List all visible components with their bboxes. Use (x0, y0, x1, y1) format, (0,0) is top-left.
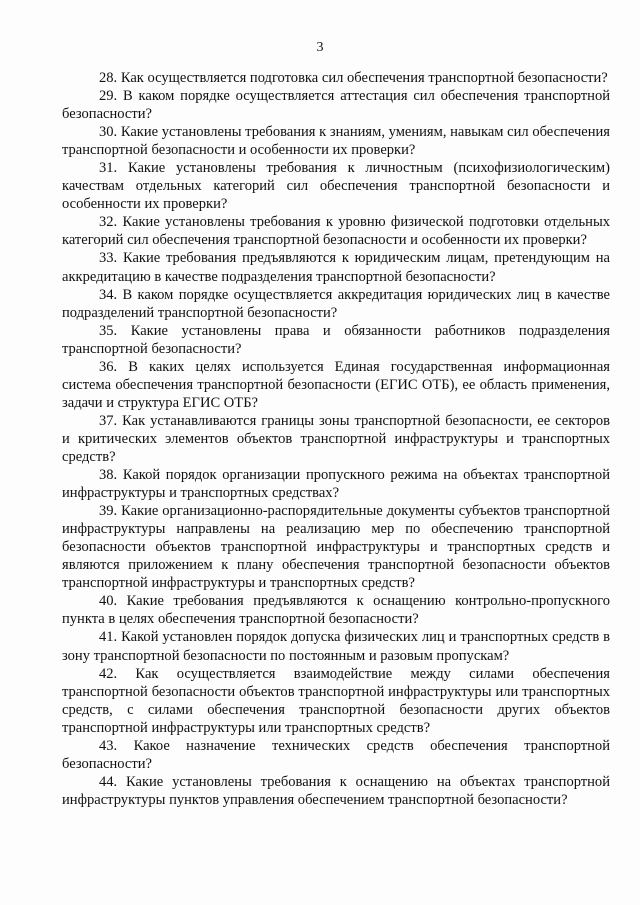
question-44: 44. Какие установлены требования к оснащению на объектах транспортной инфраструктуры пунктов управления обеспечением транспортной безопасности? (62, 773, 610, 808)
question-35: 35. Какие установлены права и обязанности работников подразделения транспортной безопасности? (62, 322, 610, 357)
question-42: 42. Как осуществляется взаимодействие между силами обеспечения транспортной безопасности объектов транспортной инфраструктуры или транспортных средств, с силами обеспечения транспортной безопасности других объектов транспортной инфраструктуры или транспортных средств? (62, 665, 610, 736)
question-43: 43. Какое назначение технических средств обеспечения транспортной безопасности? (62, 737, 610, 772)
question-28: 28. Как осуществляется подготовка сил обеспечения транспортной безопасности? (99, 70, 608, 86)
question-31: 31. Какие установлены требования к личностным (психофизиологическим) качествам отдельных категорий сил обеспечения транспортной безопасности и особенности их проверки? (62, 160, 610, 213)
page-number: 3 (316, 40, 324, 55)
question-36: 36. В каких целях используется Единая государственная информационная система обеспечения транспортной безопасности (ЕГИС ОТБ), ее область применения, задачи и структура ЕГИС ОТБ? (62, 358, 610, 411)
question-33: 33. Какие требования предъявляются к юридическим лицам, претендующим на аккредитацию в качестве подразделения транспортной безопасности? (62, 250, 610, 285)
question-29: 29. В каком порядке осуществляется аттестация сил обеспечения транспортной безопасности? (62, 88, 610, 123)
question-41: 41. Какой установлен порядок допуска физических лиц и транспортных средств в зону транспортной безопасности по постоянным и разовым пропускам? (62, 629, 610, 664)
question-30: 30. Какие установлены требования к знаниям, умениям, навыкам сил обеспечения транспортной безопасности и особенности их проверки? (62, 124, 610, 159)
question-34: 34. В каком порядке осуществляется аккредитация юридических лиц в качестве подразделений транспортной безопасности? (62, 286, 610, 321)
question-list (62, 69, 610, 809)
question-32: 32. Какие установлены требования к уровню физической подготовки отдельных категорий сил обеспечения транспортной безопасности и особенности их проверки? (62, 214, 610, 249)
question-39: 39. Какие организационно-распорядительные документы субъектов транспортной инфраструктуры направлены на реализацию мер по обеспечению транспортной безопасности объектов транспортной инфраструктуры и транспортных средств и являются приложением к плану обеспечения транспортной безопасности объектов транспортной инфраструктуры и транспортных средств? (62, 503, 610, 592)
question-40: 40. Какие требования предъявляются к оснащению контрольно-пропускного пункта в целях обеспечения транспортной безопасности? (62, 593, 610, 628)
question-38: 38. Какой порядок организации пропускного режима на объектах транспортной инфраструктуры и транспортных средствах? (62, 467, 610, 502)
question-37: 37. Как устанавливаются границы зоны транспортной безопасности, ее секторов и критических элементов объектов транспортной инфраструктуры и транспортных средств? (62, 412, 610, 465)
